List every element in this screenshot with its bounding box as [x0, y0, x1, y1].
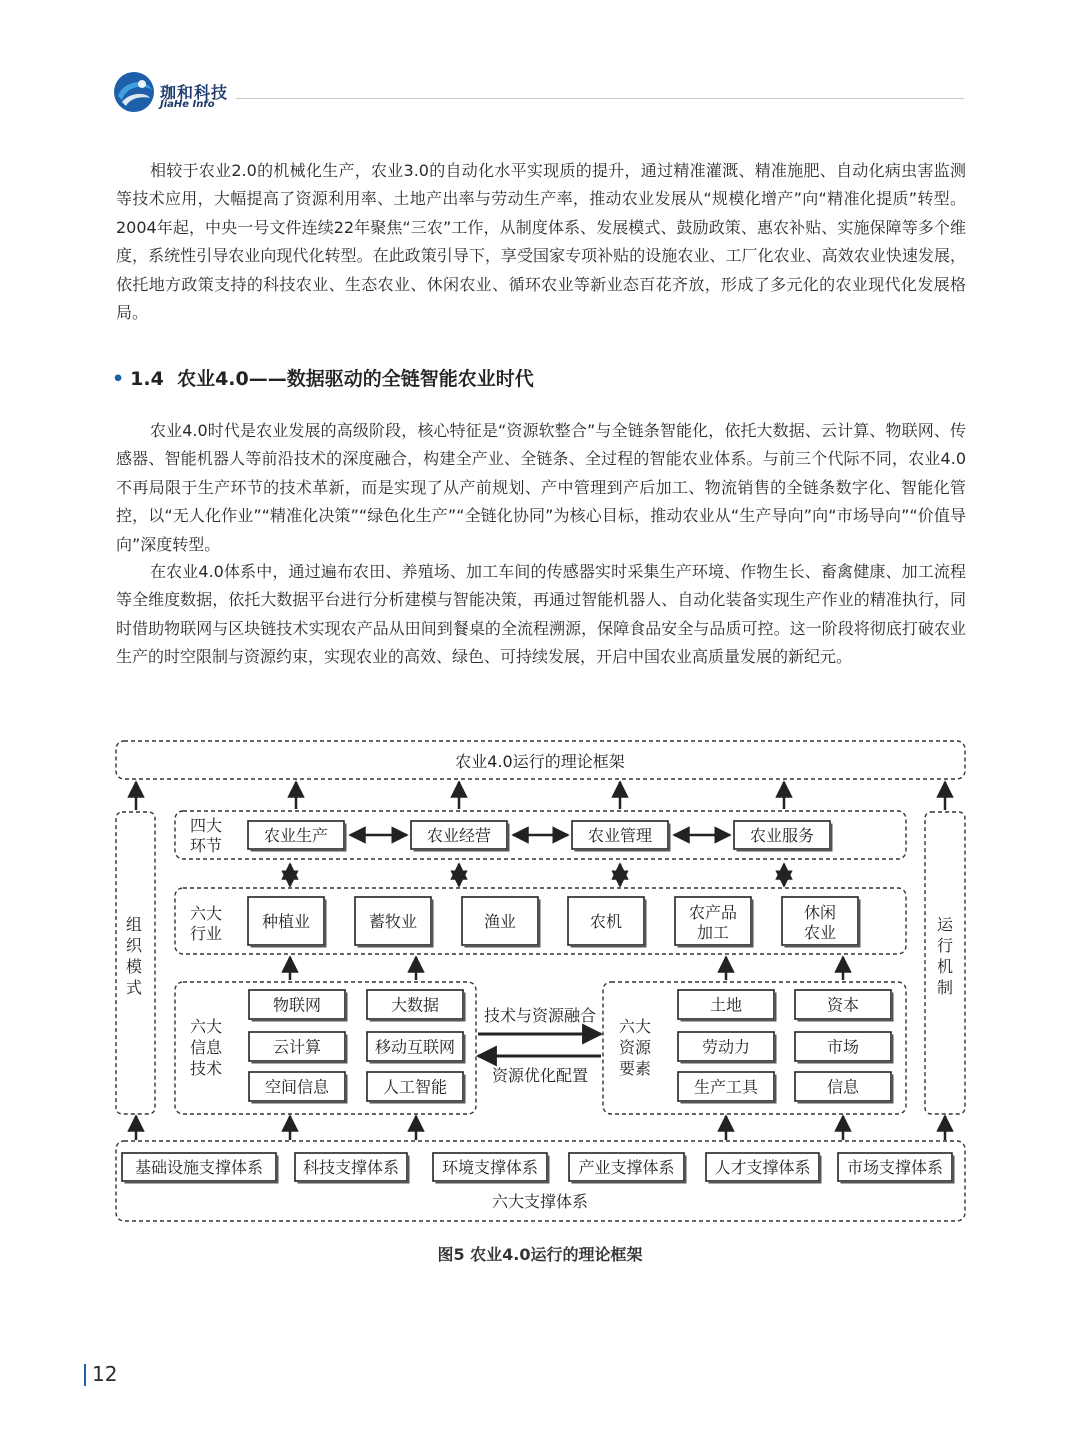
resource-box [678, 990, 777, 1022]
svg-text:农业管理: 农业管理 [587, 826, 653, 845]
supports-title: 六大支撑体系 [491, 1192, 589, 1211]
paragraph-agriculture-4-system: 在农业4.0体系中，通过遍布农田、养殖场、加工车间的传感器实时采集生产环境、作物生长、畜禽健康、加工流程等全维度数据，依托大数据平台进行分析建模与智能决策，再通过智能机器人、自动化装备实现生产作业的精准执行，同时借助物联网与区块链技术实现农产品从田间到餐桌的全流程溯源，保障食品安全与品质可控。这一阶段将彻底打破农业生产的时空限制与资源约束，实现农业的高效、绿色、可持续发展，开启中国农业高质量发展的新纪元。 [116, 562, 966, 667]
resource-box [678, 1072, 777, 1104]
svg-text:物联网: 物联网 [272, 995, 322, 1015]
industry-box [248, 897, 327, 948]
svg-text:农产品加工: 农产品加工 [688, 903, 738, 942]
svg-text:农业服务: 农业服务 [749, 826, 815, 845]
svg-text:信息: 信息 [826, 1077, 860, 1097]
svg-text:人工智能: 人工智能 [382, 1077, 448, 1097]
industry-box [568, 897, 647, 948]
svg-text:蓄牧业: 蓄牧业 [368, 912, 418, 931]
svg-text:环境支撑体系: 环境支撑体系 [441, 1158, 539, 1177]
industry-box [462, 897, 541, 948]
svg-text:云计算: 云计算 [272, 1037, 322, 1057]
jiahe-logo [112, 70, 156, 114]
svg-text:科技支撑体系: 科技支撑体系 [302, 1158, 400, 1177]
right-side-label: 运行机制 [936, 915, 954, 997]
support-box [122, 1153, 279, 1184]
allocation-arrow-label: 资源优化配置 [491, 1066, 589, 1085]
left-side-label: 组织模式 [125, 915, 143, 997]
svg-text:产业支撑体系: 产业支撑体系 [578, 1158, 675, 1177]
svg-text:土地: 土地 [709, 995, 743, 1015]
header-rule [236, 98, 964, 99]
industry-box [782, 897, 861, 948]
resource-box [795, 990, 894, 1022]
section-heading [112, 364, 534, 391]
resource-box [678, 1032, 777, 1064]
brand-name-en: JiaHe Info [160, 99, 215, 110]
brand-name-cn: 珈和科技 [160, 83, 229, 102]
svg-text:空间信息: 空间信息 [264, 1077, 330, 1097]
support-box [706, 1153, 822, 1184]
page-number: 12 [92, 1362, 118, 1386]
support-box [838, 1153, 955, 1184]
svg-text:人才支撑体系: 人才支撑体系 [714, 1158, 811, 1177]
bullet-icon: • [112, 368, 125, 390]
section-number: 1.4 [130, 368, 164, 390]
svg-text:农业经营: 农业经营 [426, 826, 492, 845]
figure-caption: 图5 农业4.0运行的理论框架 [437, 1245, 643, 1264]
svg-text:渔业: 渔业 [483, 912, 517, 931]
resources-label: 六大资源要素 [618, 1017, 652, 1078]
svg-text:农业生产: 农业生产 [263, 826, 329, 845]
industry-box [675, 897, 754, 948]
industries-label: 六大行业 [189, 904, 223, 943]
paragraph-agriculture-4-intro: 农业4.0时代是农业发展的高级阶段，核心特征是“资源软整合”与全链条智能化，依托大数据、云计算、物联网、传感器、智能机器人等前沿技术的深度融合，构建全产业、全链条、全过程的智能农业体系。与前三个代际不同，农业4.0不再局限于生产环节的技术革新，而是实现了从产前规划、产中管理到产后加工、物流销售的全链条数字化、智能化管控，以“无人化作业”“精准化决策”“绿色化生产”“全链化协同”为核心目标，推动农业从“生产导向”向“市场导向”“价值导向”深度转型。 [116, 421, 966, 554]
info-tech-box [249, 1072, 348, 1104]
svg-text:基础设施支撑体系: 基础设施支撑体系 [134, 1158, 264, 1177]
framework-diagram [100, 730, 980, 1230]
svg-text:休闲农业: 休闲农业 [803, 903, 837, 942]
svg-text:农机: 农机 [589, 912, 623, 931]
resource-box [795, 1072, 894, 1104]
resource-box [795, 1032, 894, 1064]
svg-text:市场: 市场 [826, 1037, 860, 1057]
svg-text:生产工具: 生产工具 [693, 1077, 759, 1097]
section-title: 农业4.0——数据驱动的全链智能农业时代 [177, 368, 534, 390]
svg-text:种植业: 种植业 [261, 912, 311, 931]
info-tech-box [367, 1032, 466, 1064]
page-number-bar [84, 1364, 86, 1386]
link-box [248, 821, 347, 852]
link-box [734, 821, 833, 852]
svg-text:移动互联网: 移动互联网 [374, 1037, 456, 1057]
support-box [295, 1153, 410, 1184]
info-tech-box [249, 1032, 348, 1064]
support-box [433, 1153, 550, 1184]
info-tech-label: 六大信息技术 [189, 1017, 223, 1078]
links-label: 四大环节 [189, 816, 223, 855]
top-frame-title: 农业4.0运行的理论框架 [455, 752, 625, 771]
info-tech-box [367, 990, 466, 1022]
industry-box [355, 897, 434, 948]
svg-text:资本: 资本 [826, 995, 860, 1015]
fusion-arrow-label: 技术与资源融合 [483, 1006, 597, 1025]
info-tech-box [367, 1072, 466, 1104]
link-box [411, 821, 510, 852]
info-tech-box [249, 990, 348, 1022]
support-box [569, 1153, 687, 1184]
svg-text:大数据: 大数据 [390, 995, 440, 1015]
paragraph-agriculture-3: 相较于农业2.0的机械化生产，农业3.0的自动化水平实现质的提升，通过精准灌溉、精准施肥、自动化病虫害监测等技术应用，大幅提高了资源利用率、土地产出率与劳动生产率，推动农业发展从“规模化增产”向“精准化提质”转型。2004年起，中央一号文件连续22年聚焦“三农”工作，从制度体系、发展模式、鼓励政策、惠农补贴、实施保障等多个维度，系统性引导农业向现代化转型。在此政策引导下，享受国家专项补贴的设施农业、工厂化农业、高效农业快速发展，依托地方政策支持的科技农业、生态农业、休闲农业、循环农业等新业态百花齐放，形成了多元化的农业现代化发展格局。 [116, 161, 966, 323]
svg-text:劳动力: 劳动力 [701, 1037, 751, 1057]
link-box [572, 821, 671, 852]
svg-text:市场支撑体系: 市场支撑体系 [846, 1158, 944, 1177]
